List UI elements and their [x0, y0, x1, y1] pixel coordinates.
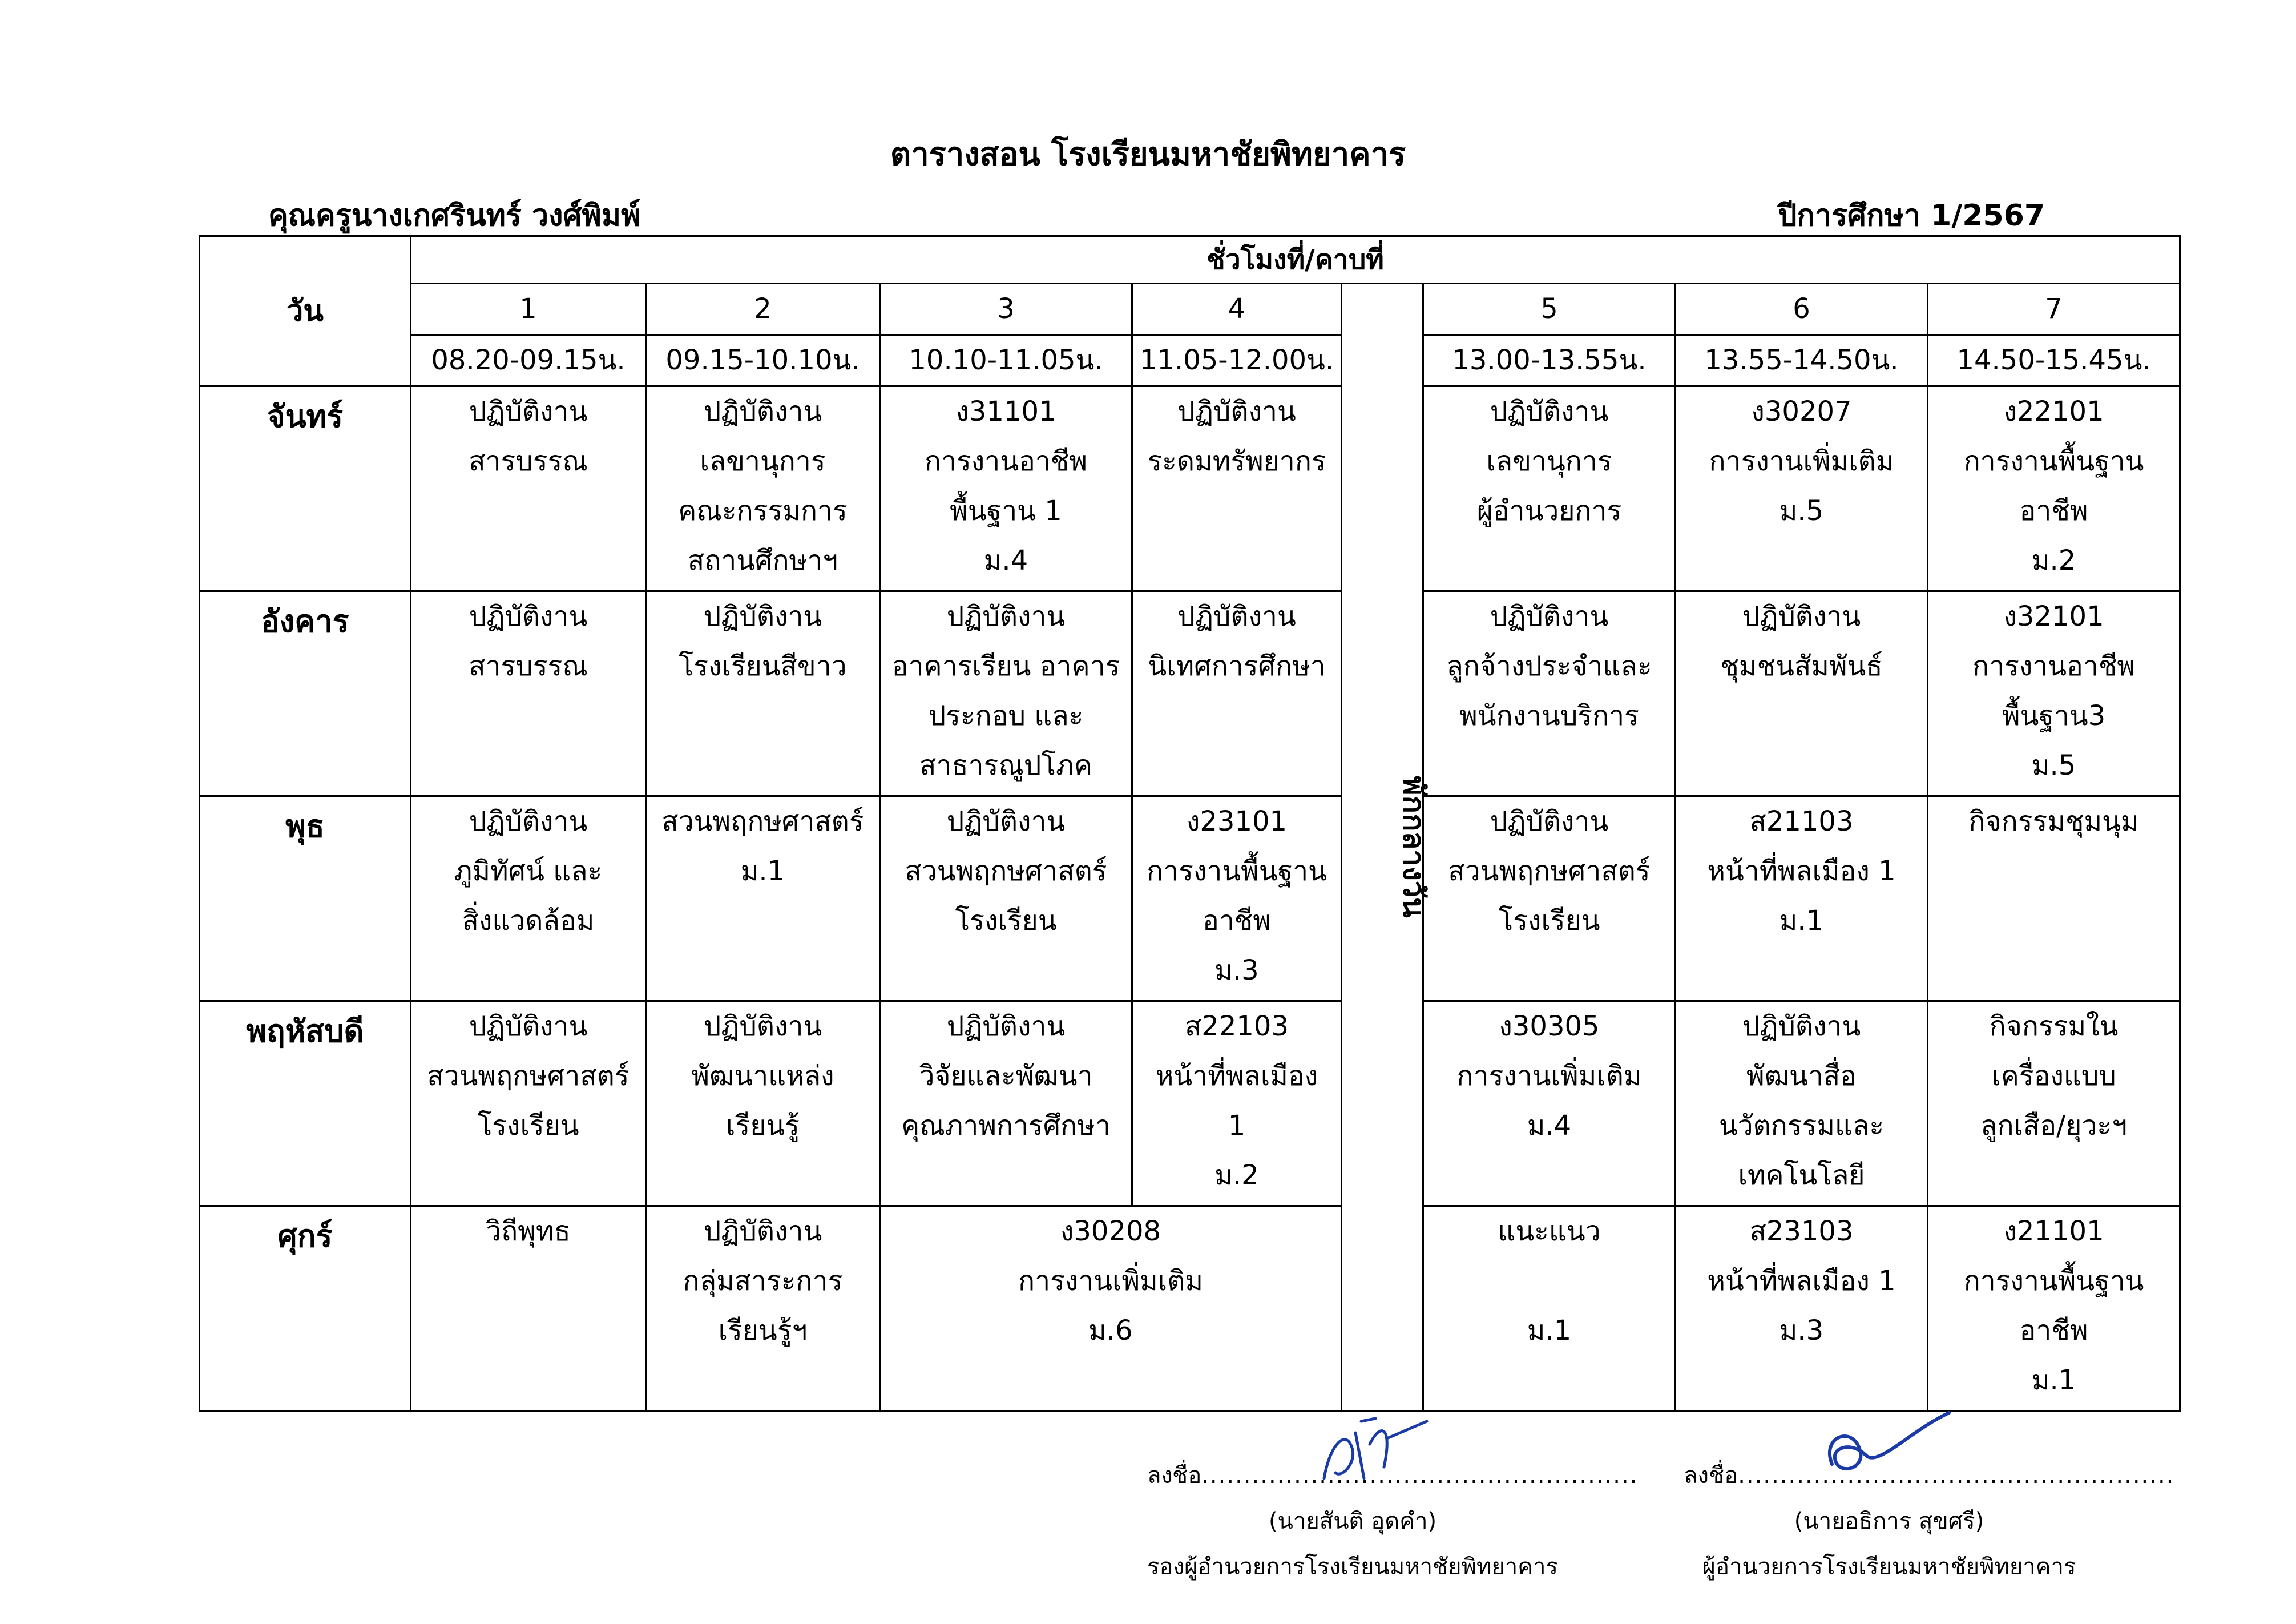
schedule-cell: ปฏิบัติงาน ระดมทรัพยากร: [1132, 386, 1342, 591]
period-time: 09.15-10.10น.: [646, 335, 880, 386]
signature-label: ลงชื่อ: [1684, 1462, 1738, 1489]
schedule-cell: ง31101 การงานอาชีพ พื้นฐาน 1 ม.4: [880, 386, 1132, 591]
schedule-cell: ปฏิบัติงาน นิเทศการศึกษา: [1132, 591, 1342, 796]
period-number: 4: [1132, 284, 1342, 335]
lunch-break-column: [1342, 284, 1431, 1411]
schedule-cell: ปฏิบัติงาน เลขานุการ คณะกรรมการ สถานศึกษาฯ: [646, 386, 880, 591]
period-group-header: ชั่วโมงที่/คาบที่: [411, 236, 2180, 284]
schedule-cell: ปฏิบัติงาน สวนพฤกษศาสตร์ โรงเรียน: [1423, 796, 1676, 1001]
schedule-cell-double: ง30208 การงานเพิ่มเติม ม.6: [880, 1206, 1342, 1411]
header-row-times: [200, 335, 2180, 386]
schedule-cell: ปฏิบัติงาน พัฒนาสื่อ นวัตกรรมและ เทคโนโลยี: [1676, 1001, 1928, 1206]
period-time: 13.55-14.50น.: [1676, 335, 1928, 386]
academic-year: ปีการศึกษา 1/2567: [1778, 199, 2045, 233]
schedule-cell: ปฏิบัติงาน กลุ่มสาระการ เรียนรู้ฯ: [646, 1206, 880, 1411]
schedule-cell: แนะแนว ม.1: [1423, 1206, 1676, 1411]
day-name: อังคาร: [200, 591, 411, 796]
page-title: ตารางสอน โรงเรียนมหาชัยพิทยาคาร: [890, 136, 1406, 173]
period-number: 3: [880, 284, 1132, 335]
day-name: ศุกร์: [200, 1206, 411, 1411]
schedule-cell: สวนพฤกษศาสตร์ ม.1: [646, 796, 880, 1001]
schedule-cell: ปฏิบัติงาน ลูกจ้างประจำและ พนักงานบริการ: [1423, 591, 1676, 796]
schedule-cell: ปฏิบัติงาน สารบรรณ: [411, 591, 646, 796]
schedule-cell: ปฏิบัติงาน วิจัยและพัฒนา คุณภาพการศึกษา: [880, 1001, 1132, 1206]
schedule-cell: ปฏิบัติงาน อาคารเรียน อาคาร ประกอบ และ สาธารณูปโภค: [880, 591, 1132, 796]
period-number: 1: [411, 284, 646, 335]
period-number: 6: [1676, 284, 1928, 335]
day-name: จันทร์: [200, 386, 411, 591]
schedule-cell: ปฏิบัติงาน สวนพฤกษศาสตร์ โรงเรียน: [880, 796, 1132, 1001]
schedule-cell: ง30305 การงานเพิ่มเติม ม.4: [1423, 1001, 1676, 1206]
period-time: 10.10-11.05น.: [880, 335, 1132, 386]
teacher-name: คุณครูนางเกศรินทร์ วงศ์พิมพ์: [268, 199, 641, 233]
signatory-name: (นายอธิการ สุขศรี): [1794, 1508, 1984, 1534]
handwritten-signature-icon: [1809, 1401, 1958, 1487]
schedule-cell: วิถีพุทธ: [411, 1206, 646, 1411]
signatory-position: ผู้อำนวยการโรงเรียนมหาชัยพิทยาคาร: [1702, 1554, 2076, 1580]
schedule-cell: ส23103 หน้าที่พลเมือง 1 ม.3: [1676, 1206, 1928, 1411]
schedule-cell: ส21103 หน้าที่พลเมือง 1 ม.1: [1676, 796, 1928, 1001]
period-time: 08.20-09.15น.: [411, 335, 646, 386]
schedule-cell: ง32101 การงานอาชีพ พื้นฐาน3 ม.5: [1928, 591, 2180, 796]
schedule-cell: ปฏิบัติงาน สวนพฤกษศาสตร์ โรงเรียน: [411, 1001, 646, 1206]
period-number: 7: [1928, 284, 2180, 335]
schedule-cell: ปฏิบัติงาน เลขานุการ ผู้อำนวยการ: [1423, 386, 1676, 591]
period-number: 2: [646, 284, 880, 335]
schedule-cell: ปฏิบัติงาน ภูมิทัศน์ และ สิ่งแวดล้อม: [411, 796, 646, 1001]
schedule-cell: กิจกรรมชุมนุม: [1928, 796, 2180, 1001]
schedule-cell: ง21101 การงานพื้นฐาน อาชีพ ม.1: [1928, 1206, 2180, 1411]
signature-block-deputy: ลงชื่อ.................................................... (นายสันติ อุดคำ) รองผู้อำนวยการโรงเรียนมหาชัยพิทยาคาร: [1147, 1453, 1558, 1590]
schedule-table: [199, 235, 2181, 1412]
period-time: 11.05-12.00น.: [1132, 335, 1342, 386]
schedule-cell: ส22103 หน้าที่พลเมือง 1 ม.2: [1132, 1001, 1342, 1206]
period-time: 14.50-15.45น.: [1928, 335, 2180, 386]
signatory-position: รองผู้อำนวยการโรงเรียนมหาชัยพิทยาคาร: [1147, 1554, 1558, 1580]
day-row-tuesday: [200, 591, 2180, 796]
day-name: พุธ: [200, 796, 411, 1001]
schedule-cell: ง30207 การงานเพิ่มเติม ม.5: [1676, 386, 1928, 591]
schedule-cell: ปฏิบัติงาน โรงเรียนสีขาว: [646, 591, 880, 796]
schedule-cell: ง23101 การงานพื้นฐาน อาชีพ ม.3: [1132, 796, 1342, 1001]
signature-block-director: ลงชื่อ.................................................... (นายอธิการ สุขศรี) ผู้อำนวยการโรงเรียนมหาชัยพิทยาคาร: [1684, 1453, 2095, 1590]
header-row-top: [200, 236, 2180, 284]
schedule-cell: กิจกรรมใน เครื่องแบบ ลูกเสือ/ยุวะฯ: [1928, 1001, 2180, 1206]
schedule-cell: ง22101 การงานพื้นฐาน อาชีพ ม.2: [1928, 386, 2180, 591]
handwritten-signature-icon: [1307, 1410, 1438, 1490]
day-row-wednesday: [200, 796, 2180, 1001]
period-time: 13.00-13.55น.: [1423, 335, 1676, 386]
day-name: พฤหัสบดี: [200, 1001, 411, 1206]
period-number: 5: [1423, 284, 1676, 335]
day-row-monday: [200, 386, 2180, 591]
schedule-cell: ปฏิบัติงาน สารบรรณ: [411, 386, 646, 591]
lunch-break-label: พักกลางวัน: [1396, 776, 1431, 918]
schedule-cell: ปฏิบัติงาน ชุมชนสัมพันธ์: [1676, 591, 1928, 796]
signature-label: ลงชื่อ: [1147, 1462, 1202, 1489]
signatory-name: (นายสันติ อุดคำ): [1268, 1508, 1437, 1534]
header-row-periods: [200, 284, 2180, 335]
day-row-thursday: [200, 1001, 2180, 1206]
day-row-friday: [200, 1206, 2180, 1411]
day-column-header: วัน: [200, 236, 411, 386]
schedule-cell: ปฏิบัติงาน พัฒนาแหล่ง เรียนรู้: [646, 1001, 880, 1206]
